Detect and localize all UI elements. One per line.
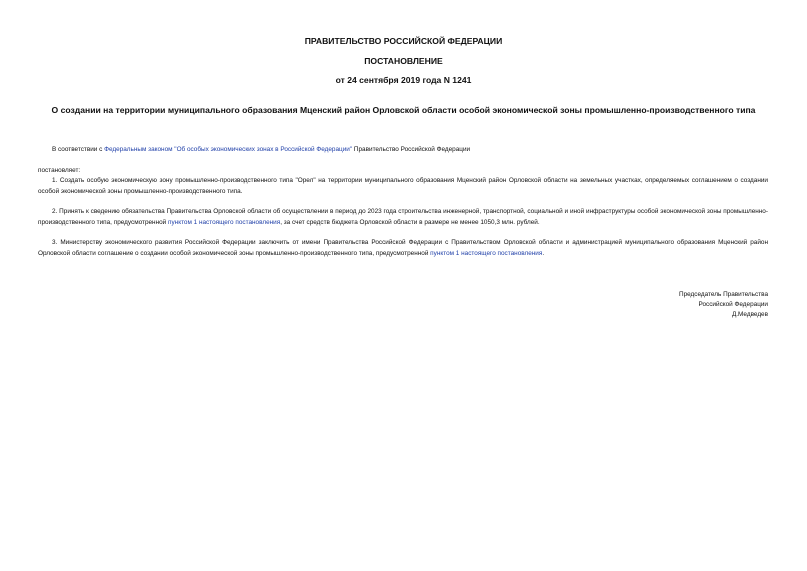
paragraph-2-text-before: 2. Принять к сведению обязательства Правительства Орловской области об осуществлении в период до 2023 года строительства инженерной, транспортной, социальной и иной инфраструктуры особой экономической зоны промышленно-производственного типа, предусмотренной [38,208,768,226]
paragraph-2-link[interactable]: пунктом 1 настоящего постановления [168,218,281,226]
paragraph-3 [38,238,768,259]
paragraph-2 [38,207,768,228]
federal-law-link[interactable]: Федеральным законом "Об особых экономических зонах в Российской Федерации" [104,146,353,153]
preamble-text-after: Правительство Российской Федерации [352,146,471,153]
paragraph-2-text-after: , за счет средств бюджета Орловской области в размере не менее 1050,3 млн. рублей. [280,218,540,226]
resolves-word: постановляет: [38,167,81,174]
signature-position-line1: Председатель Правительства [679,291,768,298]
paragraph-3-link[interactable]: пунктом 1 настоящего постановления [430,249,543,257]
preamble-paragraph [38,145,768,156]
signature-name: Д.Медведев [731,311,768,318]
paragraph-3-text-after: . [542,249,545,257]
paragraph-1: 1. Создать особую экономическую зону промышленно-производственного типа "Орел" на территории муниципального образования Мценский район Орловской области на земельных участках, определяемых соглашением о создании особой экономической зоны промышленно-производственного типа. [38,177,768,195]
signature-position-line2: Российской Федерации [698,301,768,308]
document-type: ПОСТАНОВЛЕНИЕ [364,56,443,66]
government-heading: ПРАВИТЕЛЬСТВО РОССИЙСКОЙ ФЕДЕРАЦИИ [304,36,503,46]
date-and-number: от 24 сентября 2019 года N 1241 [335,75,472,85]
preamble-text-before: В соответствии с [52,146,105,153]
paragraph-3-text-before: 3. Министерству экономического развития Российской Федерации заключить от имени Правительства Российской Федерации с Правительством Орловской области и администрацией муниципального образования Мценский район Орловской области соглашение о создании особой экономической зоны промышленно-производственного типа, предусмотренной [38,239,768,257]
document-title: О создании на территории муниципального образования Мценский район Орловской области особой экономической зоны промышленно-производственного типа [51,105,756,115]
